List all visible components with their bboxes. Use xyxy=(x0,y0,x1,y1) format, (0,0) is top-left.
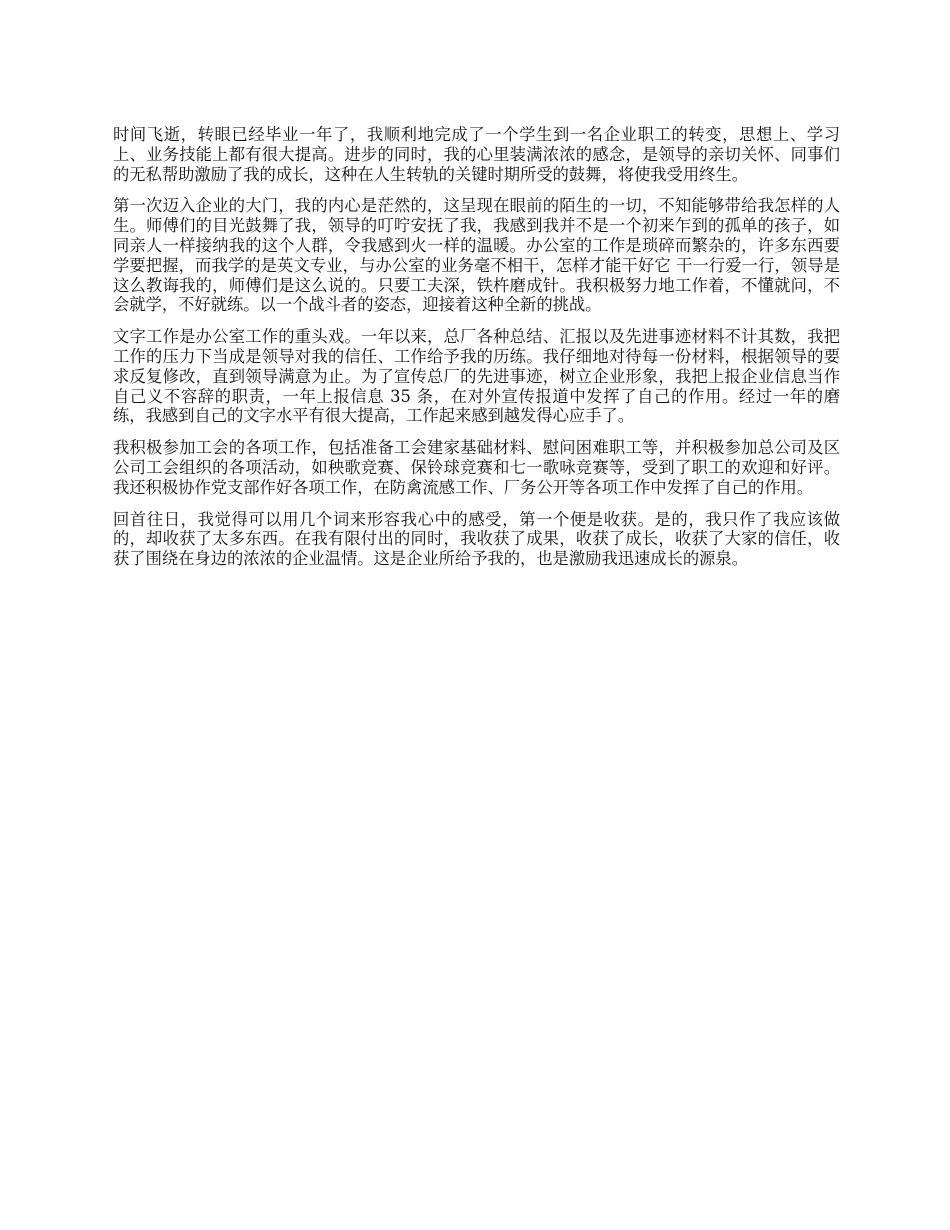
document-body xyxy=(113,125,840,581)
paragraph-1: 时间飞逝，转眼已经毕业一年了，我顺利地完成了一个学生到一名企业职工的转变，思想上、学习上、业务技能上都有很大提高。进步的同时，我的心里装满浓浓的感念，是领导的亲切关怀、同事们的无私帮助激励了我的成长，这种在人生转轨的关键时期所受的鼓舞，将使我受用终生。 xyxy=(113,125,840,184)
paragraph-3: 文字工作是办公室工作的重头戏。一年以来，总厂各种总结、汇报以及先进事迹材料不计其数，我把工作的压力下当成是领导对我的信任、工作给予我的历练。我仔细地对待每一份材料，根据领导的要求反复修改，直到领导满意为止。为了宣传总厂的先进事迹，树立企业形象，我把上报企业信息当作自己义不容辞的职责，一年上报信息 35 条，在对外宣传报道中发挥了自己的作用。经过一年的磨练，我感到自己的文字水平有很大提高，工作起来感到越发得心应手了。 xyxy=(113,327,840,426)
paragraph-2: 第一次迈入企业的大门，我的内心是茫然的，这呈现在眼前的陌生的一切，不知能够带给我怎样的人生。师傅们的目光鼓舞了我，领导的叮咛安抚了我，我感到我并不是一个初来乍到的孤单的孩子，如同亲人一样接纳我的这个人群，令我感到火一样的温暖。办公室的工作是琐碎而繁杂的，许多东西要学要把握，而我学的是英文专业，与办公室的业务毫不相干，怎样才能干好它 干一行爱一行，领导是这么教诲我的，师傅们是这么说的。只要工夫深，铁杵磨成针。我积极努力地工作着，不懂就问，不会就学，不好就练。以一个战斗者的姿态，迎接着这种全新的挑战。 xyxy=(113,196,840,315)
paragraph-5: 回首往日，我觉得可以用几个词来形容我心中的感受，第一个便是收获。是的，我只作了我应该做的，却收获了太多东西。在我有限付出的同时，我收获了成果，收获了成长，收获了大家的信任，收获了围绕在身边的浓浓的企业温情。这是企业所给予我的，也是激励我迅速成长的源泉。 xyxy=(113,509,840,569)
paragraph-4: 我积极参加工会的各项工作，包括准备工会建家基础材料、慰问困难职工等，并积极参加总公司及区公司工会组织的各项活动，如秧歌竞赛、保铃球竞赛和七一歌咏竞赛等，受到了职工的欢迎和好评。我还积极协作党支部作好各项工作，在防禽流感工作、厂务公开等各项工作中发挥了自己的作用。 xyxy=(113,438,840,497)
